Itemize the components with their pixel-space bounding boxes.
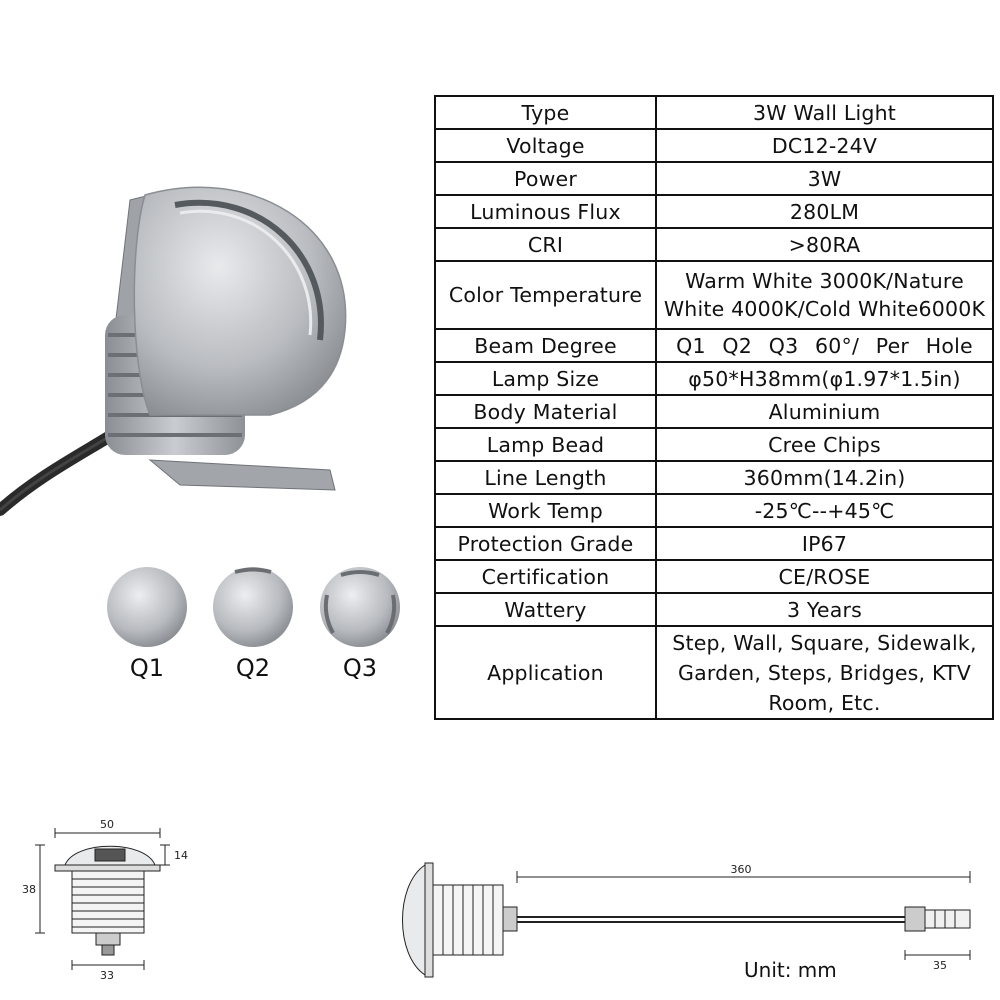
variant-label-q2: Q2 (235, 654, 271, 682)
table-row (435, 195, 993, 228)
q1-variant-icon (107, 567, 187, 647)
table-row (435, 527, 993, 560)
table-row (435, 560, 993, 593)
dim-connector-length: 35 (933, 959, 947, 972)
spec-key: Voltage (435, 129, 656, 162)
table-row (435, 129, 993, 162)
dim-width: 50 (100, 818, 114, 831)
spec-key: CRI (435, 228, 656, 261)
table-row (435, 461, 993, 494)
unit-label: Unit: mm (744, 958, 837, 982)
spec-key: Color Temperature (435, 261, 656, 329)
table-row (435, 96, 993, 129)
spec-value: 360mm(14.2in) (656, 461, 993, 494)
spec-key: Certification (435, 560, 656, 593)
spec-value: 3 Years (656, 593, 993, 626)
spec-value: 280LM (656, 195, 993, 228)
table-row (435, 329, 993, 362)
dim-height: 38 (22, 883, 36, 896)
spec-value: φ50*H38mm(φ1.97*1.5in) (656, 362, 993, 395)
q3-variant-icon (320, 567, 400, 647)
spec-value: 3W Wall Light (656, 96, 993, 129)
spec-value: 3W (656, 162, 993, 195)
front-dimension-drawing (10, 815, 200, 985)
variant-label-q3: Q3 (342, 654, 378, 682)
dim-base-width: 33 (100, 969, 114, 982)
spec-value: DC12-24V (656, 129, 993, 162)
spec-value: Aluminium (656, 395, 993, 428)
q2-variant-icon (213, 567, 293, 647)
table-row (435, 362, 993, 395)
variant-label-q1: Q1 (129, 654, 165, 682)
spec-value: CE/ROSE (656, 560, 993, 593)
spec-key: Protection Grade (435, 527, 656, 560)
table-row (435, 428, 993, 461)
spec-key: Wattery (435, 593, 656, 626)
table-row (435, 494, 993, 527)
spec-value: Step, Wall, Square, Sidewalk, Garden, Steps, Bridges, KTV Room, Etc. (656, 626, 993, 719)
spec-key: Line Length (435, 461, 656, 494)
table-row (435, 162, 993, 195)
spec-value: IP67 (656, 527, 993, 560)
spec-key: Work Temp (435, 494, 656, 527)
spec-value: Cree Chips (656, 428, 993, 461)
table-row (435, 261, 993, 329)
spec-value: Warm White 3000K/Nature White 4000K/Cold White6000K (656, 261, 993, 329)
side-dimension-drawing (395, 855, 990, 995)
spec-value: -25℃--+45℃ (656, 494, 993, 527)
spec-key: Type (435, 96, 656, 129)
spec-key: Body Material (435, 395, 656, 428)
spec-table (434, 95, 994, 720)
dim-cable-length: 360 (730, 863, 752, 876)
spec-key: Lamp Bead (435, 428, 656, 461)
table-row (435, 626, 993, 719)
spec-key: Power (435, 162, 656, 195)
spec-value: Q1 Q2 Q3 60°/ Per Hole (656, 329, 993, 362)
spec-key: Lamp Size (435, 362, 656, 395)
dim-top-height: 14 (174, 849, 188, 862)
table-row (435, 228, 993, 261)
spec-value: >80RA (656, 228, 993, 261)
table-row (435, 593, 993, 626)
product-image (0, 165, 350, 535)
spec-key: Beam Degree (435, 329, 656, 362)
spec-key: Application (435, 626, 656, 719)
spec-key: Luminous Flux (435, 195, 656, 228)
table-row (435, 395, 993, 428)
